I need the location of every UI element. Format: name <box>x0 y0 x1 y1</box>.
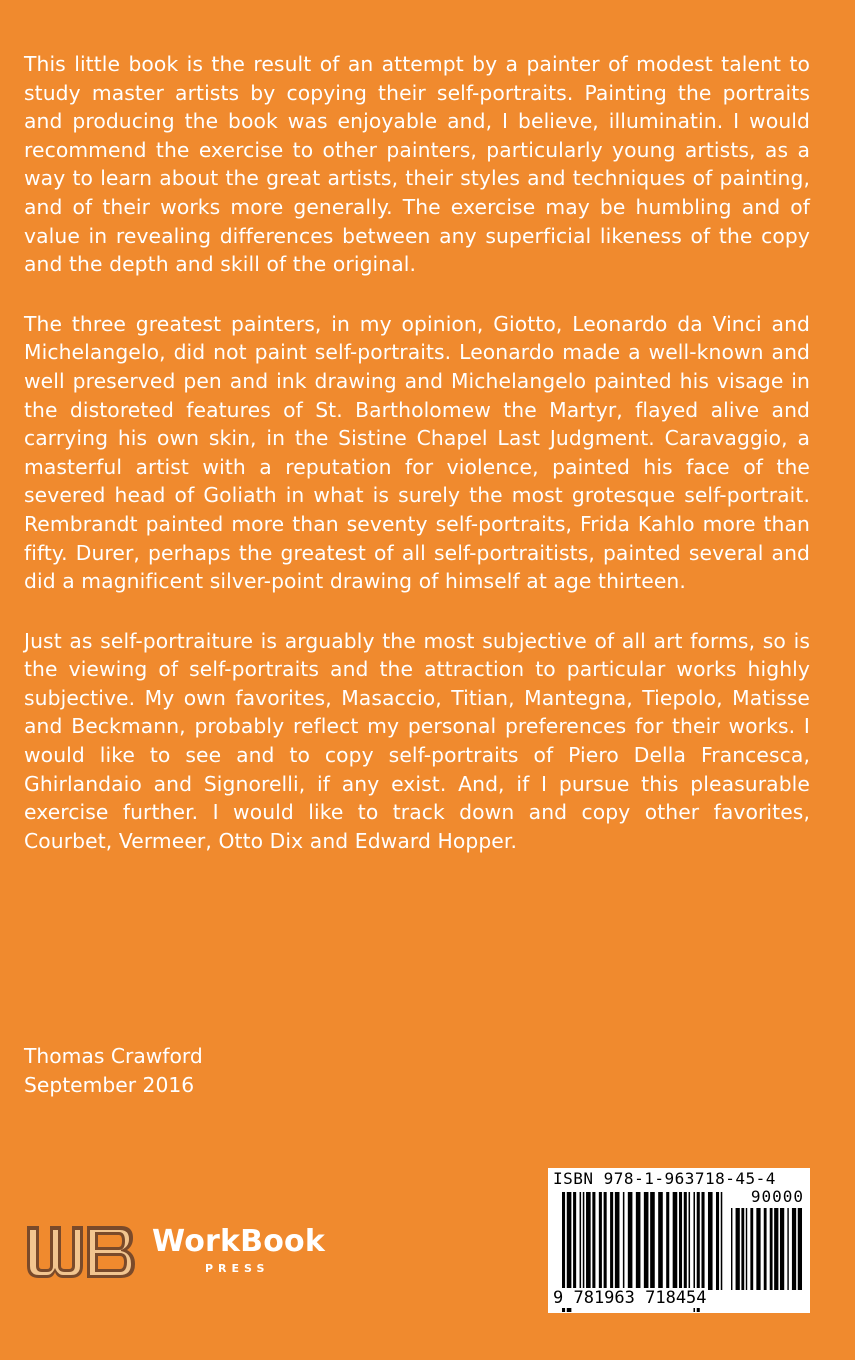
barcode-bar <box>623 1192 625 1290</box>
barcode-bar <box>615 1192 620 1290</box>
addon-barcode-bars <box>731 1208 805 1312</box>
barcode-bar <box>770 1208 773 1290</box>
barcode-bar <box>689 1192 691 1290</box>
barcode-bar <box>673 1192 678 1290</box>
barcode-bar <box>583 1192 585 1290</box>
barcode-bar <box>644 1192 649 1290</box>
barcode-bar <box>716 1192 719 1290</box>
barcode-bar <box>787 1208 788 1290</box>
publisher-name: WorkBook <box>152 1224 326 1259</box>
barcode-bar <box>798 1208 802 1290</box>
barcode-bar <box>573 1192 576 1290</box>
barcode-bar <box>604 1192 607 1290</box>
isbn-label: ISBN 978-1-963718-45-4 <box>553 1169 776 1188</box>
blurb-paragraph-1: This little book is the result of an attempt by a painter of modest talent to study master artists by copying their self-portraits. Painting the portraits and producing the book was enjoyable and, I believe, illuminatin. I would recommend the exercise to other painters, particularly young artists, as a way to learn about the great artists, their styles and techniques of painting, and of their works more generally. The exercise may be humbling and of value in revealing differences between any superficial likeness of the copy and the depth and skill of the original. <box>24 52 810 277</box>
author-signature <box>24 1042 203 1099</box>
isbn-barcode <box>548 1168 810 1313</box>
ean-digits <box>552 1288 708 1308</box>
barcode-bar <box>792 1208 796 1290</box>
barcode-bar <box>756 1208 760 1290</box>
publisher-logo <box>25 1222 355 1284</box>
blurb-paragraph-3: Just as self-portraiture is arguably the most subjective of all art forms, so is the viewing of self-portraits and the attraction to particular works highly subjective. My own favorites, Masaccio, Titian, Mantegna, Tiepolo, Matisse and Beckmann, probably reflect my personal preferences for their works. I would like to see and to copy self-portraits of Piero Della Francesca, Ghirlandaio and Signorelli, if any exist. And, if I pursue this pleasurable exercise further. I would like to track down and copy other favorites, Courbet, Vermeer, Otto Dix and Edward Hopper. <box>24 628 810 853</box>
barcode-bar <box>586 1192 591 1290</box>
barcode-bar <box>774 1208 778 1290</box>
barcode-bar <box>731 1208 732 1290</box>
barcode-bar <box>684 1192 687 1290</box>
price-code: 90000 <box>750 1187 804 1206</box>
barcode-bar <box>746 1208 747 1290</box>
signature-date: September 2016 <box>24 1072 195 1097</box>
barcode-bar <box>650 1192 655 1290</box>
ean-digits-text: 9 781963 718454 <box>553 1288 707 1308</box>
barcode-bar <box>780 1208 784 1290</box>
barcode-bar <box>610 1192 613 1290</box>
barcode-bar <box>666 1192 669 1290</box>
wb-book-icon <box>25 1222 137 1282</box>
barcode-bar <box>721 1192 723 1290</box>
barcode-bar <box>658 1192 663 1290</box>
barcode-bar <box>750 1208 753 1290</box>
publisher-sub: PRESS <box>205 1262 270 1275</box>
barcode-bar <box>741 1208 744 1290</box>
barcode-bar <box>580 1192 582 1290</box>
barcode-bar <box>708 1192 713 1290</box>
barcode-bar <box>592 1192 595 1290</box>
barcode-bar <box>636 1192 641 1290</box>
barcode-bar <box>736 1208 740 1290</box>
barcode-bar <box>599 1192 602 1290</box>
blurb-paragraph-2: The three greatest painters, in my opinion, Giotto, Leonardo da Vinci and Michelangelo, did not paint self-portraits. Leonardo made a well-known and well preserved pen and ink drawing and Michelangelo painted his visage in the distoreted features of St. Bartholomew the Martyr, flayed alive and carrying his own skin, in the Sistine Chapel Last Judgment. Caravaggio, a masterful artist with a reputation for violence, painted his face of the severed head of Goliath in what is surely the most grotesque self-portrait. Rembrandt painted more than seventy self-portraits, Frida Kahlo more than fifty. Durer, perhaps the greatest of all self-portraitists, painted several and did a magnificent silver-point drawing of himself at age thirteen. <box>24 311 810 594</box>
barcode-bar <box>764 1208 767 1290</box>
barcode-bar <box>679 1192 682 1290</box>
blurb-text <box>24 50 810 886</box>
barcode-bar <box>701 1192 704 1290</box>
author-name: Thomas Crawford <box>24 1044 203 1068</box>
barcode-bar <box>628 1192 633 1290</box>
